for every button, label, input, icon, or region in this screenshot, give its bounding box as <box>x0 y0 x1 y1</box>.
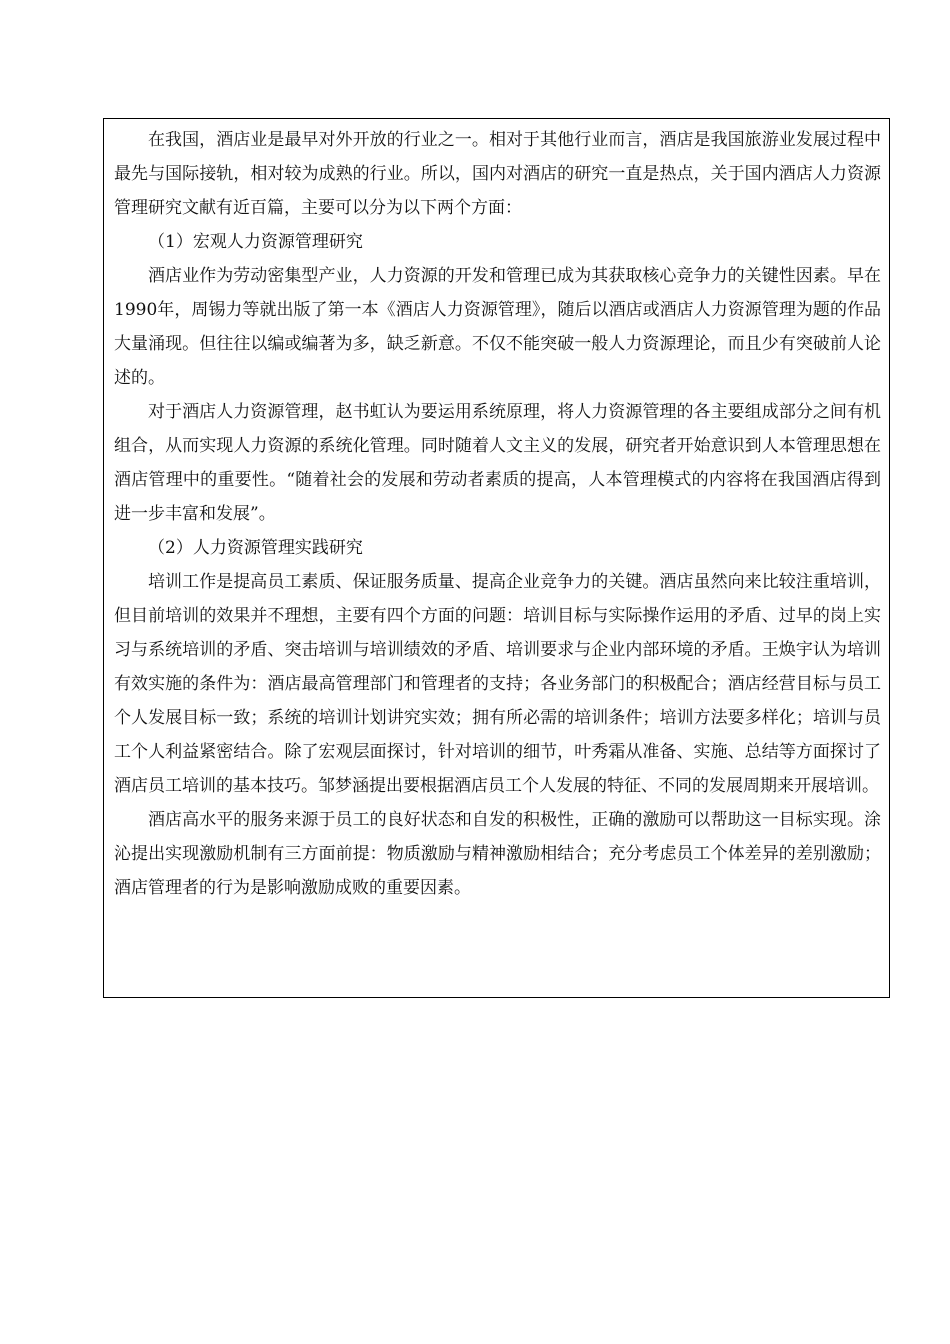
section-heading-practice: （2）人力资源管理实践研究 <box>148 538 363 558</box>
paragraph-macro-2: 对于酒店人力资源管理，赵书虹认为要运用系统原理，将人力资源管理的各主要组成部分之间有机组合，从而实现人力资源的系统化管理。同时随着人文主义的发展，研究者开始意识到人本管理思想在酒店管理中的重要性。“随着社会的发展和劳动者素质的提高，人本管理模式的内容将在我国酒店得到进一步丰富和发展”。 <box>114 402 881 524</box>
paragraph-incentive: 酒店高水平的服务来源于员工的良好状态和自发的积极性，正确的激励可以帮助这一目标实现。涂沁提出实现激励机制有三方面前提：物质激励与精神激励相结合；充分考虑员工个体差异的差别激励；酒店管理者的行为是影响激励成败的重要因素。 <box>114 810 881 898</box>
paragraph-macro-1: 酒店业作为劳动密集型产业，人力资源的开发和管理已成为其获取核心竞争力的关键性因素。早在1990年，周锡力等就出版了第一本《酒店人力资源管理》，随后以酒店或酒店人力资源管理为题的作品大量涌现。但往往以编或编著为多，缺乏新意。不仅不能突破一般人力资源理论，而且少有突破前人论述的。 <box>114 266 881 388</box>
paragraph-training: 培训工作是提高员工素质、保证服务质量、提高企业竞争力的关键。酒店虽然向来比较注重培训，但目前培训的效果并不理想，主要有四个方面的问题：培训目标与实际操作运用的矛盾、过早的岗上实习与系统培训的矛盾、突击培训与培训绩效的矛盾、培训要求与企业内部环境的矛盾。王焕宇认为培训有效实施的条件为：酒店最高管理部门和管理者的支持；各业务部门的积极配合；酒店经营目标与员工个人发展目标一致；系统的培训计划讲究实效；拥有所必需的培训条件；培训方法要多样化；培训与员工个人利益紧密结合。除了宏观层面探讨，针对培训的细节，叶秀霜从准备、实施、总结等方面探讨了酒店员工培训的基本技巧。邹梦涵提出要根据酒店员工个人发展的特征、不同的发展周期来开展培训。 <box>114 572 881 796</box>
text-frame <box>103 118 890 998</box>
section-heading-macro: （1）宏观人力资源管理研究 <box>148 232 363 252</box>
paragraph-intro: 在我国，酒店业是最早对外开放的行业之一。相对于其他行业而言，酒店是我国旅游业发展过程中最先与国际接轨，相对较为成熟的行业。所以，国内对酒店的研究一直是热点，关于国内酒店人力资源管理研究文献有近百篇，主要可以分为以下两个方面： <box>114 130 881 218</box>
